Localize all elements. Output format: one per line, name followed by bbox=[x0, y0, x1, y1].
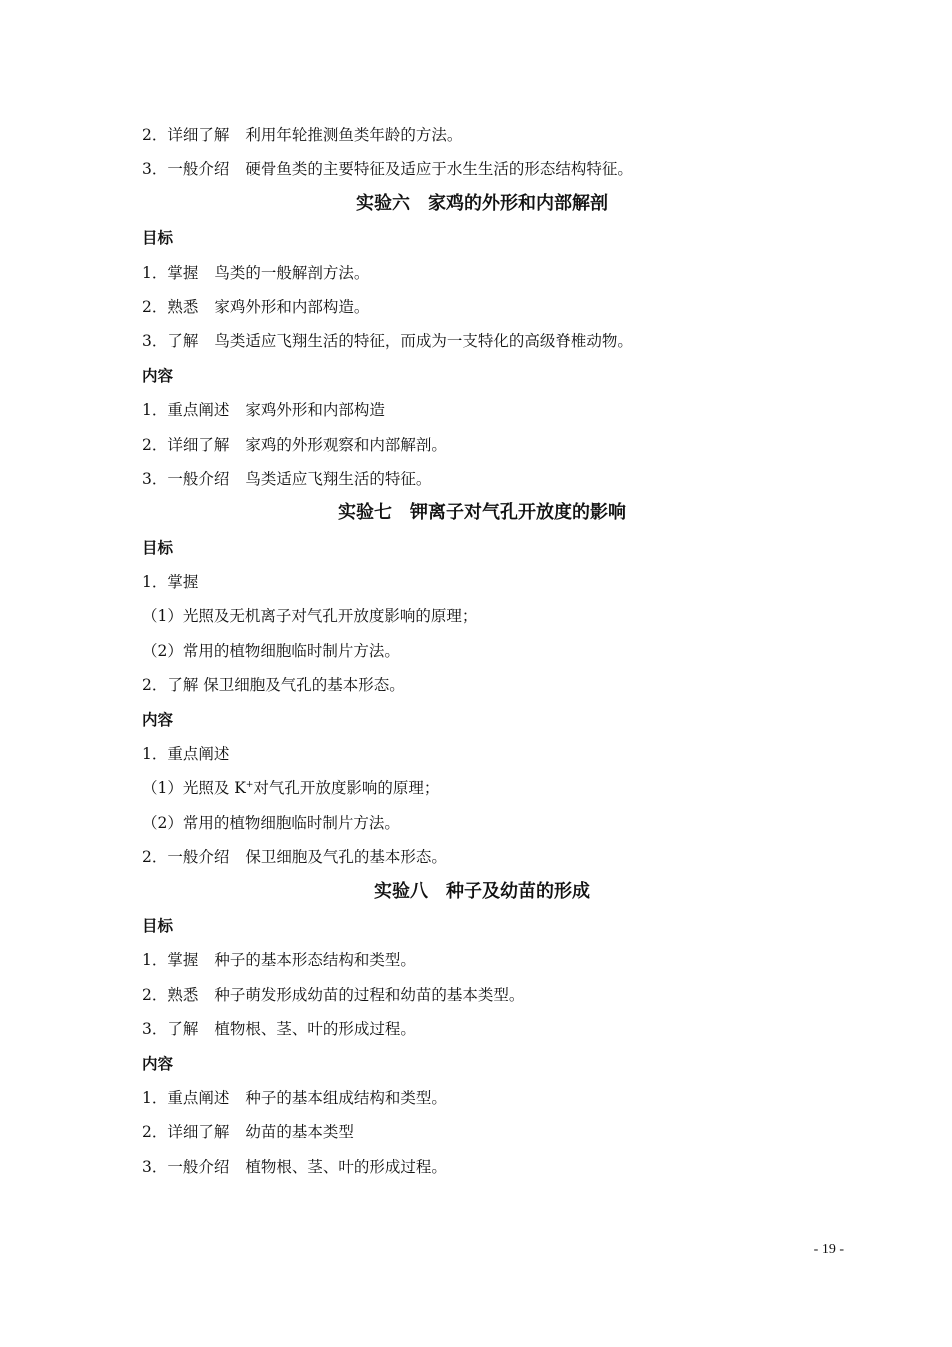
item-number: 1． bbox=[142, 573, 168, 592]
item-term: 熟悉 bbox=[167, 985, 199, 1004]
item-number: 1． bbox=[142, 951, 168, 970]
item-number: 2． bbox=[142, 1123, 168, 1142]
section-heading: 实验七 钾离子对气孔开放度的影响 bbox=[338, 502, 626, 524]
list-item bbox=[142, 324, 822, 358]
item-text: 鸟类适应飞翔生活的特征，而成为一支特化的高级脊椎动物。 bbox=[214, 332, 633, 351]
item-term: 一般介绍 bbox=[167, 160, 230, 179]
superscript: + bbox=[245, 780, 254, 791]
list-item bbox=[142, 290, 822, 324]
item-text: 幼苗的基本类型 bbox=[245, 1123, 354, 1142]
item-term: 一般介绍 bbox=[167, 469, 230, 488]
list-item bbox=[142, 1012, 822, 1046]
item-text: 家鸡的外形观察和内部解剖。 bbox=[245, 435, 447, 454]
item-term: 了解 bbox=[167, 332, 199, 351]
item-text: 植物根、茎、叶的形成过程。 bbox=[245, 1157, 447, 1176]
subsection-label: 内容 bbox=[142, 710, 174, 729]
list-item bbox=[142, 393, 822, 427]
item-number: 1． bbox=[142, 263, 168, 282]
list-item bbox=[142, 118, 822, 152]
item-term: 详细了解 bbox=[167, 126, 230, 144]
page-number: - 19 - bbox=[813, 1242, 844, 1257]
item-text: 种子萌发形成幼苗的过程和幼苗的基本类型。 bbox=[214, 985, 525, 1004]
line-text: （1）光照及 K bbox=[142, 779, 246, 798]
item-number: 1． bbox=[142, 1088, 168, 1107]
body-line: （2）常用的植物细胞临时制片方法。 bbox=[142, 813, 400, 832]
item-text: 保卫细胞及气孔的基本形态。 bbox=[245, 848, 447, 867]
item-term: 重点阐述 bbox=[167, 1088, 230, 1107]
list-item bbox=[142, 1115, 822, 1149]
item-number: 2． bbox=[142, 848, 168, 867]
item-term: 详细了解 bbox=[167, 435, 230, 454]
list-item bbox=[142, 1081, 822, 1115]
subsection-label: 内容 bbox=[142, 1054, 174, 1073]
body-line: （2）常用的植物细胞临时制片方法。 bbox=[142, 641, 400, 660]
item-text: 家鸡外形和内部构造 bbox=[245, 401, 385, 420]
body-line: （1）光照及无机离子对气孔开放度影响的原理； bbox=[142, 607, 478, 626]
item-term: 一般介绍 bbox=[167, 1157, 230, 1176]
item-text: 硬骨鱼类的主要特征及适应于水生生活的形态结构特征。 bbox=[245, 160, 633, 179]
item-number: 2． bbox=[142, 435, 168, 454]
item-text: 种子的基本形态结构和类型。 bbox=[214, 951, 416, 970]
item-text: 鸟类适应飞翔生活的特征。 bbox=[245, 469, 432, 488]
list-item bbox=[142, 943, 822, 977]
subsection-label: 内容 bbox=[142, 366, 174, 385]
item-term: 一般介绍 bbox=[167, 848, 230, 867]
item-number: 1． bbox=[142, 745, 168, 764]
list-item bbox=[142, 1150, 822, 1184]
list-item bbox=[142, 737, 822, 771]
item-term: 掌握 bbox=[167, 573, 199, 592]
body-line: 2．了解 保卫细胞及气孔的基本形态。 bbox=[142, 676, 405, 695]
section-heading: 实验六 家鸡的外形和内部解剖 bbox=[356, 192, 608, 214]
line-text: 对气孔开放度影响的原理； bbox=[253, 779, 440, 798]
list-item bbox=[142, 428, 822, 462]
item-text: 家鸡外形和内部构造。 bbox=[214, 297, 370, 316]
item-number: 2． bbox=[142, 126, 168, 144]
list-item bbox=[142, 256, 822, 290]
item-number: 3． bbox=[142, 160, 168, 179]
item-text: 鸟类的一般解剖方法。 bbox=[214, 263, 370, 282]
item-number: 3． bbox=[142, 332, 168, 351]
subsection-label: 目标 bbox=[142, 916, 174, 935]
item-number: 3． bbox=[142, 469, 168, 488]
subsection-label: 目标 bbox=[142, 538, 174, 557]
list-item bbox=[142, 152, 822, 186]
item-text: 种子的基本组成结构和类型。 bbox=[245, 1088, 447, 1107]
item-number: 1． bbox=[142, 401, 168, 420]
item-term: 重点阐述 bbox=[167, 745, 230, 764]
item-number: 2． bbox=[142, 297, 168, 316]
list-item bbox=[142, 840, 822, 874]
item-number: 2． bbox=[142, 985, 168, 1004]
item-term: 了解 bbox=[167, 1020, 199, 1039]
list-item bbox=[142, 978, 822, 1012]
item-number: 3． bbox=[142, 1157, 168, 1176]
item-term: 熟悉 bbox=[167, 297, 199, 316]
item-term: 掌握 bbox=[167, 263, 199, 282]
list-item bbox=[142, 462, 822, 496]
body-line bbox=[142, 771, 822, 805]
list-item bbox=[142, 565, 822, 599]
item-number: 3． bbox=[142, 1020, 168, 1039]
item-text: 植物根、茎、叶的形成过程。 bbox=[214, 1020, 416, 1039]
section-heading: 实验八 种子及幼苗的形成 bbox=[374, 880, 590, 902]
item-term: 详细了解 bbox=[167, 1123, 230, 1142]
item-term: 掌握 bbox=[167, 951, 199, 970]
subsection-label: 目标 bbox=[142, 229, 174, 248]
item-text: 利用年轮推测鱼类年龄的方法。 bbox=[245, 126, 463, 144]
document-body bbox=[142, 118, 822, 1184]
item-term: 重点阐述 bbox=[167, 401, 230, 420]
